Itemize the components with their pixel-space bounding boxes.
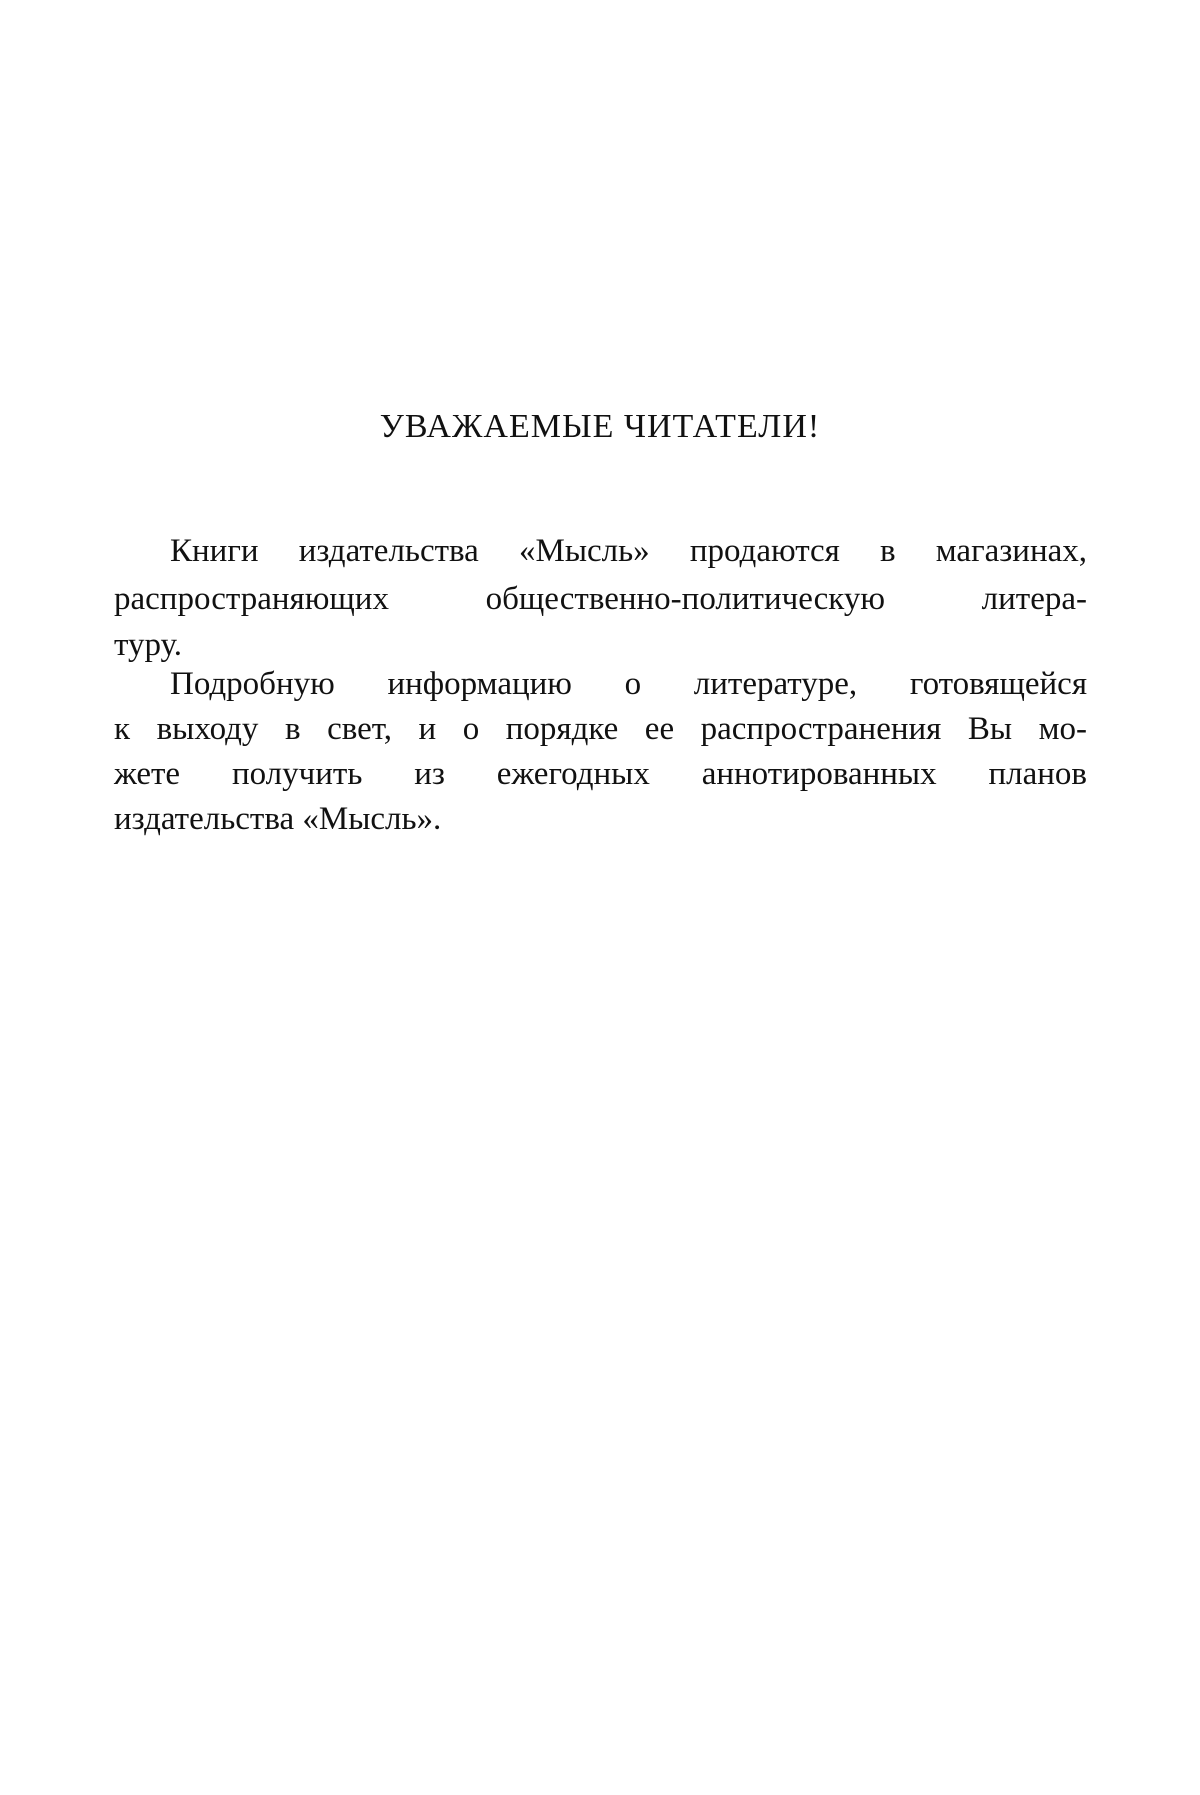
paragraph-line: Книги издательства «Мысль» продаются в магазинах, [170, 533, 1087, 569]
paragraph-line: Подробную информацию о литературе, готовящейся [170, 666, 1087, 702]
paragraph-line: к выходу в свет, и о порядке ее распространения Вы мо- [114, 711, 1087, 747]
paragraph-line: издательства «Мысль». [114, 801, 442, 837]
paragraph-line: жете получить из ежегодных аннотированных планов [114, 756, 1087, 792]
page-heading: УВАЖАЕМЫЕ ЧИТАТЕЛИ! [379, 408, 821, 445]
paragraph-line: туру. [114, 627, 182, 663]
paragraph-line: распространяющих общественно-политическую литера- [114, 581, 1087, 617]
